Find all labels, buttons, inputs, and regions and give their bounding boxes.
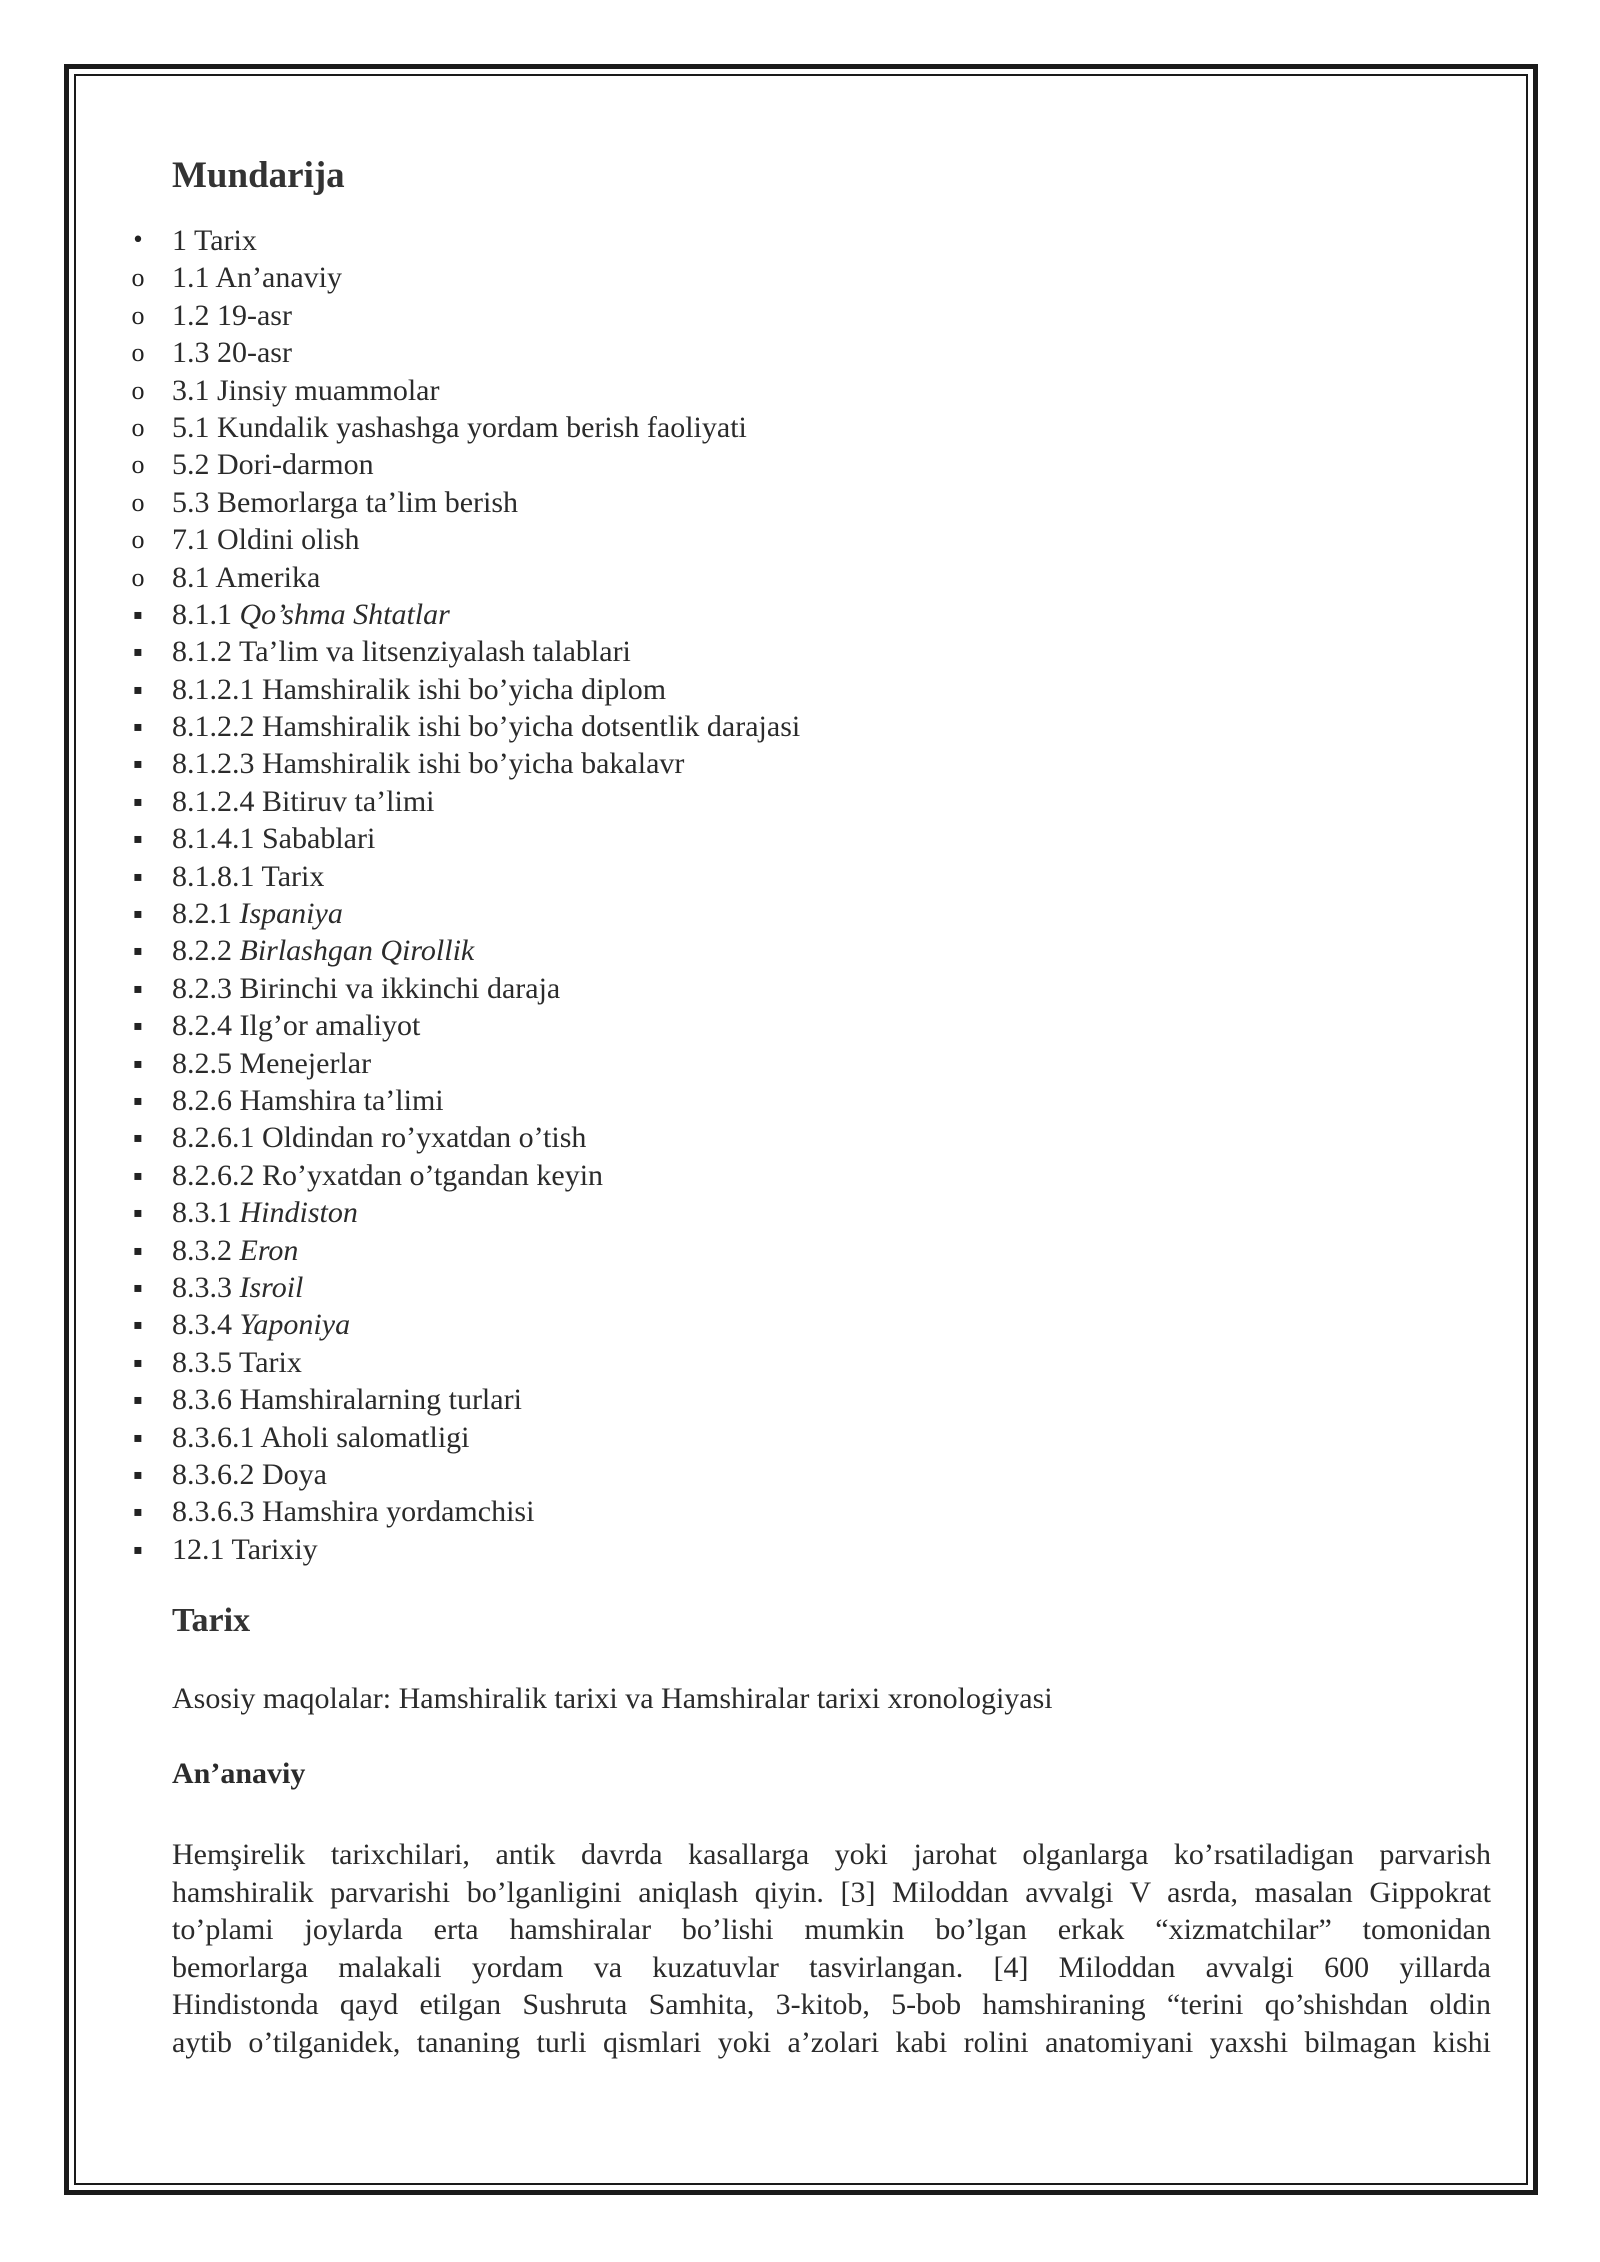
square-bullet-icon: ▪ bbox=[133, 1055, 143, 1072]
toc-item-number: 8.3.6.3 bbox=[172, 1495, 255, 1529]
toc-item-number: 12.1 bbox=[172, 1532, 225, 1566]
circle-bullet-icon: o bbox=[131, 300, 145, 330]
toc-item-number: 8.1.2.3 bbox=[172, 747, 255, 781]
toc-item-number: 8.1.2.2 bbox=[172, 710, 255, 744]
toc-item-number: 5.2 bbox=[172, 448, 210, 482]
toc-item-label: Ilg’or amaliyot bbox=[239, 1009, 421, 1043]
main-articles-note: Asosiy maqolalar: Hamshiralik tarixi va Hamshiralar tarixi xronologiyasi bbox=[172, 1682, 1053, 1716]
toc-item-number: 3.1 bbox=[172, 373, 210, 407]
toc-item[interactable] bbox=[133, 895, 1492, 932]
toc-item[interactable] bbox=[133, 858, 1492, 895]
circle-bullet-icon: o bbox=[131, 263, 145, 293]
toc-item-label: Hamshiralik ishi bo’yicha dotsentlik darajasi bbox=[262, 710, 801, 744]
circle-bullet-icon: o bbox=[131, 525, 145, 555]
toc-item-label: Birinchi va ikkinchi daraja bbox=[239, 971, 561, 1005]
toc-item[interactable] bbox=[133, 1493, 1492, 1530]
square-bullet-icon: ▪ bbox=[133, 1205, 143, 1222]
circle-bullet-icon: o bbox=[131, 450, 145, 480]
paragraph-line: aytib o’tilganidek, tananing turli qismlari yoki a’zolari kabi rolini anatomiyani yaxshi bilmagan kishi bbox=[172, 2025, 1491, 2059]
toc-item-label: Ro’yxatdan o’tgandan keyin bbox=[262, 1158, 604, 1192]
body-paragraph bbox=[172, 1836, 1492, 2061]
toc-item[interactable] bbox=[133, 783, 1492, 820]
toc-item-number: 8.2.5 bbox=[172, 1046, 232, 1080]
toc-item-number: 5.3 bbox=[172, 485, 210, 519]
toc-item-number: 8.1.4.1 bbox=[172, 822, 255, 856]
toc-item[interactable] bbox=[133, 1194, 1492, 1231]
circle-bullet-icon: o bbox=[131, 338, 145, 368]
paragraph-line: hamshiralik parvarishi bo’lganligini aniqlash qiyin. [3] Miloddan avvalgi V asrda, masalan Gippokrat bbox=[172, 1875, 1491, 1909]
toc-list bbox=[131, 222, 1492, 1568]
toc-item-label: Hamshiralik ishi bo’yicha diplom bbox=[262, 672, 667, 706]
toc-item-label: Amerika bbox=[215, 560, 321, 594]
toc-item-number: 1.3 bbox=[172, 336, 210, 370]
toc-item-number: 8.2.6.2 bbox=[172, 1158, 255, 1192]
toc-item[interactable] bbox=[133, 1045, 1492, 1082]
toc-item-number: 8.3.4 bbox=[172, 1308, 232, 1342]
toc-item[interactable] bbox=[133, 1344, 1492, 1381]
toc-item-number: 8.2.1 bbox=[172, 897, 232, 931]
square-bullet-icon: ▪ bbox=[133, 1504, 143, 1521]
toc-item-label: Birlashgan Qirollik bbox=[239, 934, 475, 968]
toc-item-label: Tarix bbox=[238, 1345, 302, 1379]
square-bullet-icon: ▪ bbox=[133, 1018, 143, 1035]
circle-bullet-icon: o bbox=[131, 487, 145, 517]
toc-item-number: 8.3.6 bbox=[172, 1383, 232, 1417]
toc-item-number: 8.3.3 bbox=[172, 1270, 232, 1304]
toc-item-number: 8.2.4 bbox=[172, 1009, 232, 1043]
toc-item[interactable] bbox=[133, 671, 1492, 708]
toc-item-label: Ispaniya bbox=[239, 897, 343, 931]
toc-item[interactable] bbox=[131, 334, 1492, 371]
toc-item[interactable] bbox=[131, 559, 1492, 596]
toc-item[interactable] bbox=[133, 1456, 1492, 1493]
toc-item[interactable] bbox=[131, 409, 1492, 446]
toc-item[interactable] bbox=[131, 446, 1492, 483]
toc-item-label: Menejerlar bbox=[239, 1046, 372, 1080]
toc-item-number: 1 bbox=[172, 224, 187, 257]
square-bullet-icon: ▪ bbox=[133, 644, 143, 661]
document-body bbox=[131, 150, 1492, 2061]
toc-item-label: 20-asr bbox=[217, 336, 292, 370]
square-bullet-icon: ▪ bbox=[133, 943, 143, 960]
toc-item-label: Jinsiy muammolar bbox=[217, 373, 440, 407]
toc-item-number: 8.1.1 bbox=[172, 597, 232, 631]
toc-item-number: 8.1 bbox=[172, 560, 210, 594]
square-bullet-icon: ▪ bbox=[133, 606, 143, 623]
toc-item[interactable] bbox=[133, 1531, 1492, 1568]
toc-item-number: 8.2.2 bbox=[172, 934, 232, 968]
square-bullet-icon: ▪ bbox=[133, 906, 143, 923]
toc-item-label: Hamshiralarning turlari bbox=[239, 1383, 522, 1417]
toc-item[interactable] bbox=[133, 1119, 1492, 1156]
toc-item-number: 8.2.6 bbox=[172, 1083, 232, 1117]
toc-item[interactable] bbox=[133, 1007, 1492, 1044]
toc-item[interactable] bbox=[133, 932, 1492, 969]
toc-item[interactable] bbox=[133, 970, 1492, 1007]
toc-item-label: Kundalik yashashga yordam berish faoliyati bbox=[217, 410, 747, 444]
square-bullet-icon: ▪ bbox=[133, 1167, 143, 1184]
toc-item[interactable] bbox=[133, 1381, 1492, 1418]
toc-item-label: Yaponiya bbox=[239, 1308, 351, 1342]
paragraph-line: to’plami joylarda erta hamshiralar bo’lishi mumkin bo’lgan erkak “xizmatchilar” tomonidan bbox=[172, 1913, 1491, 1947]
toc-item[interactable] bbox=[133, 745, 1492, 782]
square-bullet-icon: ▪ bbox=[133, 719, 143, 736]
toc-item-number: 8.3.1 bbox=[172, 1196, 232, 1230]
square-bullet-icon: ▪ bbox=[133, 756, 143, 773]
toc-item[interactable] bbox=[131, 222, 1492, 259]
square-bullet-icon: ▪ bbox=[133, 1092, 143, 1109]
toc-item-label: Qo’shma Shtatlar bbox=[239, 597, 450, 631]
toc-item-label: Tarix bbox=[193, 224, 257, 257]
toc-item[interactable] bbox=[131, 259, 1492, 296]
toc-item[interactable] bbox=[133, 633, 1492, 670]
toc-item-label: Oldini olish bbox=[217, 523, 360, 557]
toc-item-number: 8.1.2.1 bbox=[172, 672, 255, 706]
toc-item[interactable] bbox=[133, 1157, 1492, 1194]
toc-item-number: 8.3.6.1 bbox=[172, 1420, 255, 1454]
square-bullet-icon: ▪ bbox=[133, 1392, 143, 1409]
subsection-title: An’anaviy bbox=[172, 1757, 306, 1791]
square-bullet-icon: ▪ bbox=[133, 1429, 143, 1446]
toc-item[interactable] bbox=[133, 1306, 1492, 1343]
toc-item[interactable] bbox=[133, 820, 1492, 857]
toc-item-label: Ta’lim va litsenziyalash talablari bbox=[238, 635, 631, 669]
toc-title: Mundarija bbox=[172, 155, 345, 196]
square-bullet-icon: ▪ bbox=[133, 980, 143, 997]
toc-item-label: Hindiston bbox=[239, 1196, 358, 1230]
toc-item[interactable] bbox=[131, 521, 1492, 558]
square-bullet-icon: ▪ bbox=[133, 1541, 143, 1558]
toc-item-label: Eron bbox=[239, 1233, 299, 1267]
paragraph-line: Hindistonda qayd etilgan Sushruta Samhita, 3-kitob, 5-bob hamshiraning “terini qo’shishdan oldin bbox=[172, 1988, 1491, 2022]
toc-item[interactable] bbox=[131, 372, 1492, 409]
toc-item[interactable] bbox=[131, 297, 1492, 334]
toc-item-label: Tarixiy bbox=[231, 1532, 318, 1566]
paragraph-line: bemorlarga malakali yordam va kuzatuvlar tasvirlangan. [4] Miloddan avvalgi 600 yillarda bbox=[172, 1950, 1491, 1984]
square-bullet-icon: ▪ bbox=[133, 681, 143, 698]
toc-item[interactable] bbox=[133, 1269, 1492, 1306]
circle-bullet-icon: o bbox=[131, 562, 145, 592]
square-bullet-icon: ▪ bbox=[133, 1317, 143, 1334]
square-bullet-icon: ▪ bbox=[133, 1242, 143, 1259]
toc-item-number: 5.1 bbox=[172, 410, 210, 444]
toc-item[interactable] bbox=[133, 708, 1492, 745]
toc-item-label: Aholi salomatligi bbox=[260, 1420, 470, 1454]
toc-item-label: Oldindan ro’yxatdan o’tish bbox=[262, 1121, 587, 1155]
toc-item-label: Doya bbox=[262, 1457, 327, 1491]
toc-item-number: 1.1 bbox=[172, 261, 210, 295]
toc-item-label: Hamshira ta’limi bbox=[239, 1083, 444, 1117]
square-bullet-icon: ▪ bbox=[133, 1354, 143, 1371]
paragraph-line: Hemşirelik tarixchilari, antik davrda kasallarga yoki jarohat olganlarga ko’rsatiladigan parvarish bbox=[172, 1838, 1491, 1872]
toc-item-number: 8.3.2 bbox=[172, 1233, 232, 1267]
toc-item-label: Tarix bbox=[261, 859, 325, 893]
toc-item[interactable] bbox=[133, 1082, 1492, 1119]
toc-item-label: Dori-darmon bbox=[217, 448, 374, 482]
toc-item-number: 8.3.6.2 bbox=[172, 1457, 255, 1491]
square-bullet-icon: ▪ bbox=[133, 793, 143, 810]
toc-item[interactable] bbox=[133, 596, 1492, 633]
toc-item-label: Isroil bbox=[239, 1270, 304, 1304]
toc-item-number: 8.3.5 bbox=[172, 1345, 232, 1379]
toc-item-label: Bemorlarga ta’lim berish bbox=[217, 485, 519, 519]
toc-item-label: 19-asr bbox=[217, 298, 292, 332]
square-bullet-icon: ▪ bbox=[133, 1279, 143, 1296]
toc-item-label: Bitiruv ta’limi bbox=[262, 784, 435, 818]
disc-bullet-icon: • bbox=[131, 228, 145, 253]
toc-item-number: 8.1.2.4 bbox=[172, 784, 255, 818]
toc-item-label: Hamshiralik ishi bo’yicha bakalavr bbox=[262, 747, 685, 781]
section-title: Tarix bbox=[172, 1602, 251, 1640]
square-bullet-icon: ▪ bbox=[133, 831, 143, 848]
toc-item[interactable] bbox=[133, 1232, 1492, 1269]
toc-item[interactable] bbox=[131, 484, 1492, 521]
toc-item-label: Hamshira yordamchisi bbox=[262, 1495, 535, 1529]
toc-item-number: 8.2.3 bbox=[172, 971, 232, 1005]
toc-item[interactable] bbox=[133, 1419, 1492, 1456]
toc-item-label: An’anaviy bbox=[215, 261, 342, 295]
toc-item-number: 8.2.6.1 bbox=[172, 1121, 255, 1155]
square-bullet-icon: ▪ bbox=[133, 868, 143, 885]
circle-bullet-icon: o bbox=[131, 375, 145, 405]
toc-item-number: 1.2 bbox=[172, 298, 210, 332]
toc-item-number: 8.1.2 bbox=[172, 635, 232, 669]
circle-bullet-icon: o bbox=[131, 412, 145, 442]
toc-item-number: 7.1 bbox=[172, 523, 210, 557]
toc-item-number: 8.1.8.1 bbox=[172, 859, 255, 893]
toc-item-label: Sabablari bbox=[262, 822, 376, 856]
square-bullet-icon: ▪ bbox=[133, 1130, 143, 1147]
square-bullet-icon: ▪ bbox=[133, 1466, 143, 1483]
